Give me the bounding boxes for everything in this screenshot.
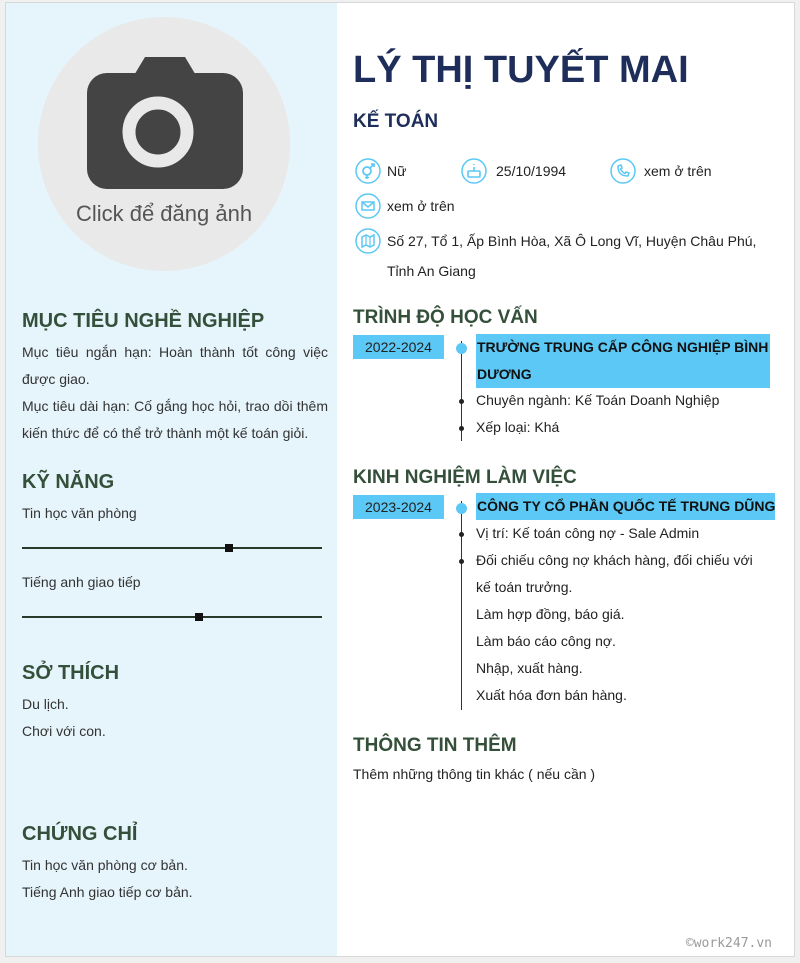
objective-long-term: Mục tiêu dài hạn: Cố gắng học hỏi, trao dồi thêm kiến thức để có thể trở thành một kế toán giỏi. <box>22 398 328 441</box>
experience-duty: Đối chiếu công nợ khách hàng, đối chiếu với <box>476 552 753 568</box>
skill-level-marker[interactable] <box>195 613 203 621</box>
watermark: ©work247.vn <box>685 936 772 951</box>
certificate-item: Tiếng Anh giao tiếp cơ bản. <box>22 884 193 900</box>
email-value: xem ở trên <box>387 198 455 214</box>
timeline-dot <box>456 343 467 354</box>
birthday-cake-icon <box>461 158 487 184</box>
education-heading: TRÌNH ĐỘ HỌC VẤN <box>353 307 538 328</box>
address-map-icon <box>355 228 381 254</box>
school-line-2: DƯƠNG <box>477 366 532 382</box>
experience-heading: KINH NGHIỆM LÀM VIỆC <box>353 467 577 488</box>
skill-name: Tin học văn phòng <box>22 505 137 521</box>
education-grade: Xếp loại: Khá <box>476 419 560 435</box>
hobby-item: Du lịch. <box>22 696 69 712</box>
phone-value: xem ở trên <box>644 163 712 179</box>
education-school <box>476 334 770 388</box>
education-major: Chuyên ngành: Kế Toán Doanh Nghiệp <box>476 392 720 408</box>
camera-icon <box>87 55 243 189</box>
bullet-dot <box>459 559 464 564</box>
objective-heading: MỤC TIÊU NGHỀ NGHIỆP <box>22 310 265 332</box>
photo-placeholder-text: Click để đăng ảnh <box>75 201 253 226</box>
objective-short-term: Mục tiêu ngắn hạn: Hoàn thành tốt công việc được giao. <box>22 344 328 387</box>
address-line-2: Tỉnh An Giang <box>387 263 476 279</box>
experience-duty: Nhập, xuất hàng. <box>476 660 583 676</box>
experience-duty: Làm báo cáo công nợ. <box>476 633 616 649</box>
gender-icon <box>355 158 381 184</box>
experience-company: CÔNG TY CỔ PHẦN QUỐC TẾ TRUNG DŨNG <box>476 493 775 520</box>
additional-heading: THÔNG TIN THÊM <box>353 735 517 756</box>
left-sidebar <box>6 3 337 956</box>
certificates-heading: CHỨNG CHỈ <box>22 823 138 845</box>
candidate-name: LÝ THỊ TUYẾT MAI <box>353 49 689 91</box>
education-date: 2022-2024 <box>353 335 444 359</box>
cv-page <box>5 2 795 957</box>
bullet-dot <box>459 399 464 404</box>
experience-duty: Xuất hóa đơn bán hàng. <box>476 687 627 703</box>
skill-name: Tiếng anh giao tiếp <box>22 574 141 590</box>
experience-duty: Làm hợp đồng, báo giá. <box>476 606 625 622</box>
bullet-dot <box>459 426 464 431</box>
photo-upload[interactable] <box>38 17 290 271</box>
hobbies-heading: SỞ THÍCH <box>22 662 120 684</box>
additional-text: Thêm những thông tin khác ( nếu cần ) <box>353 766 596 782</box>
experience-duty: kế toán trưởng. <box>476 579 573 595</box>
experience-date: 2023-2024 <box>353 495 444 519</box>
phone-icon <box>610 158 636 184</box>
address-line-1: Số 27, Tổ 1, Ấp Bình Hòa, Xã Ô Long Vĩ, Huyện Châu Phú, <box>387 233 757 249</box>
skill-bar <box>22 547 322 549</box>
certificate-item: Tin học văn phòng cơ bản. <box>22 857 188 873</box>
skill-bar <box>22 616 322 618</box>
birthday-value: 25/10/1994 <box>496 163 567 179</box>
gender-value: Nữ <box>387 163 407 179</box>
hobby-item: Chơi với con. <box>22 723 106 739</box>
job-title: KẾ TOÁN <box>353 111 439 132</box>
school-line-1: TRƯỜNG TRUNG CẤP CÔNG NGHIỆP BÌNH <box>477 339 769 355</box>
experience-position: Vị trí: Kế toán công nợ - Sale Admin <box>476 525 700 541</box>
skill-level-marker[interactable] <box>225 544 233 552</box>
bullet-dot <box>459 532 464 537</box>
email-icon <box>355 193 381 219</box>
skills-heading: KỸ NĂNG <box>22 471 115 493</box>
timeline-dot <box>456 503 467 514</box>
